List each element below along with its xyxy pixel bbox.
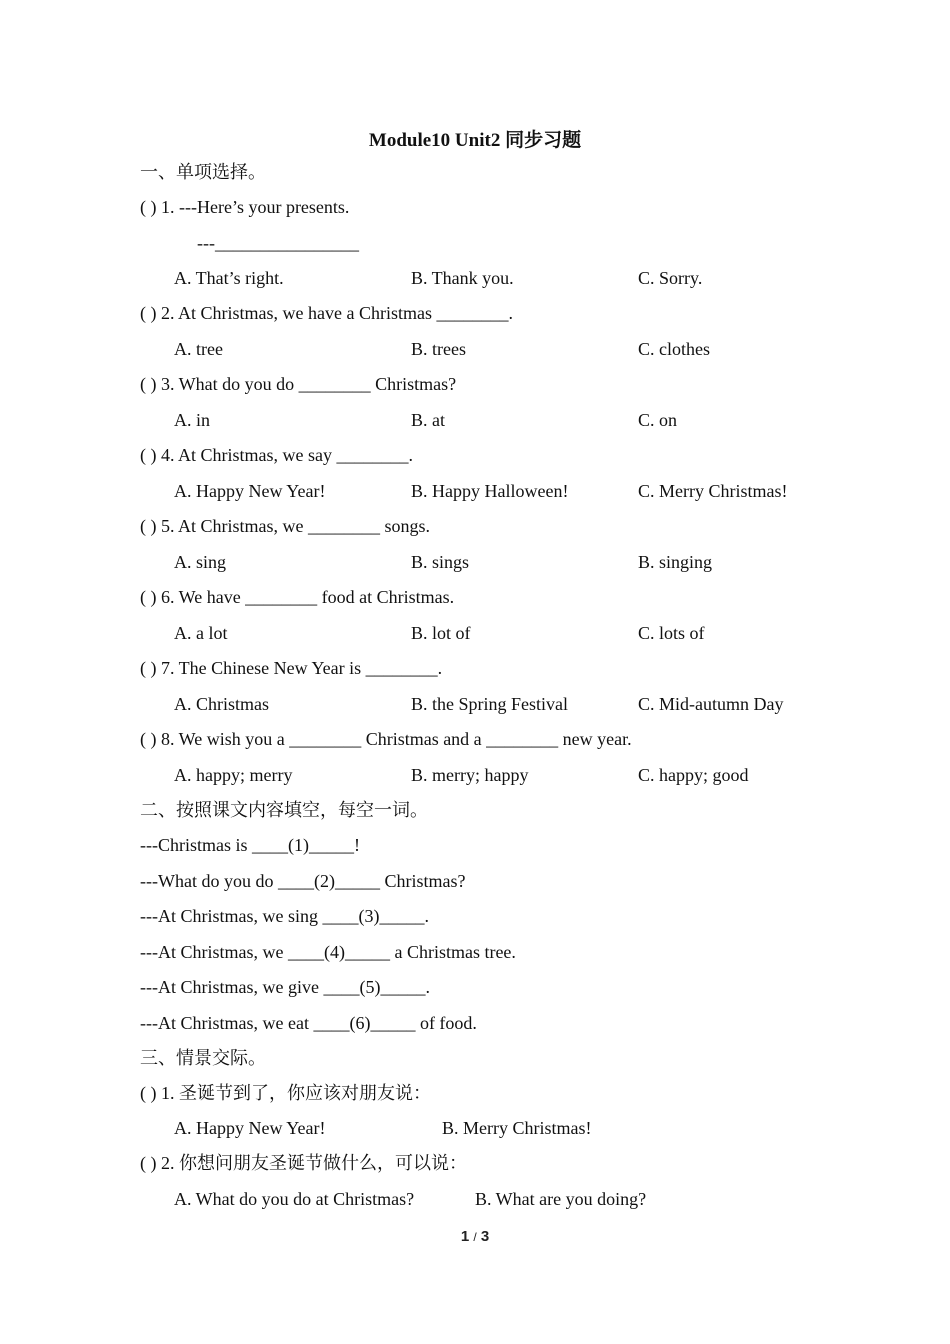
- total-pages: 3: [480, 1228, 490, 1245]
- option-b: B. Thank you.: [411, 268, 514, 288]
- option-b: B. Happy Halloween!: [411, 481, 569, 501]
- option-b: B. What are you doing?: [475, 1189, 647, 1209]
- fill-line: ---What do you do ____(2)_____ Christmas?: [140, 871, 466, 891]
- question-6: ( ) 6. We have ________ food at Christmas.: [140, 587, 455, 607]
- question-2: ( ) 2. 你想问朋友圣诞节做什么，可以说：: [140, 1153, 467, 1173]
- option-a: A. sing: [174, 552, 227, 572]
- option-a: A. a lot: [174, 623, 228, 643]
- option-a: A. Christmas: [174, 694, 270, 714]
- section-heading: 二、按照课文内容填空，每空一词。: [140, 800, 428, 820]
- option-c: C. Merry Christmas!: [638, 481, 788, 501]
- option-c: B. singing: [638, 552, 713, 572]
- option-c: C. happy; good: [638, 765, 749, 785]
- option-a: A. That’s right.: [174, 268, 284, 288]
- option-c: C. lots of: [638, 623, 705, 643]
- option-b: B. merry; happy: [411, 765, 529, 785]
- question-8: ( ) 8. We wish you a ________ Christmas and a ________ new year.: [140, 729, 632, 749]
- option-a: A. tree: [174, 339, 223, 359]
- answer-blank: ---________________: [197, 233, 359, 253]
- fill-line: ---At Christmas, we ____(4)_____ a Christmas tree.: [140, 942, 516, 962]
- option-b: B. trees: [411, 339, 466, 359]
- option-c: C. Sorry.: [638, 268, 703, 288]
- fill-line: ---At Christmas, we eat ____(6)_____ of food.: [140, 1013, 477, 1033]
- page-separator: /: [473, 1230, 477, 1244]
- option-b: B. at: [411, 410, 445, 430]
- option-c: C. clothes: [638, 339, 710, 359]
- fill-line: ---Christmas is ____(1)_____!: [140, 835, 360, 855]
- option-a: A. Happy New Year!: [174, 1118, 326, 1138]
- option-a: A. Happy New Year!: [174, 481, 326, 501]
- page-title: Module10 Unit2 同步习题: [368, 130, 582, 151]
- question-1: ( ) 1. 圣诞节到了，你应该对朋友说：: [140, 1083, 431, 1103]
- question-2: ( ) 2. At Christmas, we have a Christmas ________.: [140, 303, 513, 323]
- section-heading: 三、情景交际。: [140, 1048, 266, 1068]
- question-5: ( ) 5. At Christmas, we ________ songs.: [140, 516, 430, 536]
- option-c: C. Mid-autumn Day: [638, 694, 784, 714]
- option-c: C. on: [638, 410, 678, 430]
- option-b: B. Merry Christmas!: [442, 1118, 592, 1138]
- option-b: B. lot of: [411, 623, 471, 643]
- fill-line: ---At Christmas, we give ____(5)_____.: [140, 977, 430, 997]
- option-a: A. happy; merry: [174, 765, 293, 785]
- option-a: A. in: [174, 410, 210, 430]
- question-3: ( ) 3. What do you do ________ Christmas?: [140, 374, 457, 394]
- question-1: ( ) 1. ---Here’s your presents.: [140, 197, 350, 217]
- section-heading: 一、单项选择。: [140, 162, 266, 182]
- question-7: ( ) 7. The Chinese New Year is ________.: [140, 658, 443, 678]
- question-4: ( ) 4. At Christmas, we say ________.: [140, 445, 413, 465]
- option-a: A. What do you do at Christmas?: [174, 1189, 415, 1209]
- option-b: B. the Spring Festival: [411, 694, 568, 714]
- fill-line: ---At Christmas, we sing ____(3)_____.: [140, 906, 429, 926]
- option-b: B. sings: [411, 552, 470, 572]
- page-number: [0, 1228, 950, 1245]
- current-page: 1: [460, 1228, 470, 1245]
